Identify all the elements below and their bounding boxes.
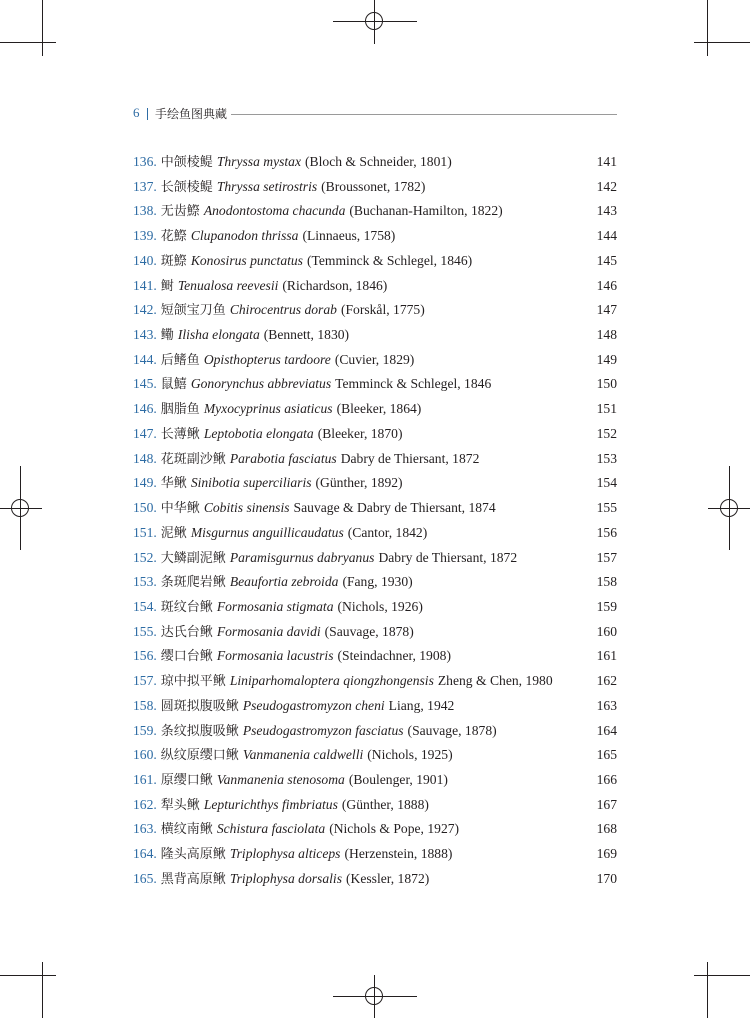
page-ref: 144	[596, 228, 617, 244]
authority: (Bleeker, 1864)	[336, 401, 422, 417]
entry-number: 146.	[133, 401, 157, 417]
toc-entry[interactable]	[133, 175, 617, 200]
chinese-name: 鼠鱚	[160, 377, 187, 393]
authority: (Günther, 1892)	[315, 475, 403, 491]
entry-number: 136.	[133, 154, 157, 169]
authority: (Temminck & Schlegel, 1846)	[306, 252, 473, 268]
chinese-name: 泥鳅	[160, 525, 187, 541]
crop-mark-line	[694, 975, 750, 976]
page-ref: 142	[596, 178, 617, 194]
crop-mark-line	[0, 975, 56, 976]
scientific-name: Triplophysa dorsalis	[229, 870, 342, 886]
chinese-name: 斑纹台鳅	[160, 599, 213, 615]
running-header	[133, 104, 617, 124]
page-ref: 168	[596, 821, 617, 837]
registration-circle	[365, 987, 383, 1005]
chinese-name: 花鰶	[160, 229, 187, 245]
authority: Temminck & Schlegel, 1846	[335, 376, 492, 392]
chinese-name: 中华鳅	[160, 501, 200, 517]
entry-number: 165.	[133, 870, 157, 886]
toc-entry[interactable]	[133, 397, 617, 422]
entry-number: 157.	[133, 673, 157, 689]
crop-mark-line	[707, 962, 708, 1018]
entry-number: 151.	[133, 524, 157, 540]
authority: (Bloch & Schneider, 1801)	[305, 154, 452, 169]
chinese-name: 纵纹原缨口鳅	[160, 748, 239, 764]
scientific-name: Thryssa setirostris	[216, 178, 318, 194]
chinese-name: 胭脂鱼	[160, 402, 200, 418]
page-ref: 147	[596, 302, 617, 318]
page-number: 6	[133, 105, 140, 120]
toc-entry[interactable]	[133, 471, 617, 496]
scientific-name: Parabotia fasciatus	[229, 450, 337, 466]
authority: (Bleeker, 1870)	[317, 425, 403, 441]
scientific-name: Lepturichthys fimbriatus	[203, 796, 338, 812]
toc-entry[interactable]	[133, 348, 617, 373]
authority: (Boulenger, 1901)	[348, 771, 448, 787]
authority: Zheng & Chen, 1980	[437, 673, 553, 689]
header-rule	[231, 114, 617, 115]
authority: Dabry de Thiersant, 1872	[340, 450, 480, 466]
authority: (Herzenstein, 1888)	[344, 846, 453, 862]
scientific-name: Leptobotia elongata	[203, 425, 314, 441]
crop-mark-line	[694, 42, 750, 43]
registration-circle	[365, 12, 383, 30]
crop-mark-line	[42, 0, 43, 56]
page-ref: 150	[596, 376, 617, 392]
page-ref: 152	[596, 425, 617, 441]
chinese-name: 无齿鰶	[160, 204, 200, 220]
toc-entry[interactable]	[133, 595, 617, 620]
authority: (Sauvage, 1878)	[324, 623, 414, 639]
entry-number: 138.	[133, 203, 157, 219]
entry-number: 140.	[133, 252, 157, 268]
authority: (Cantor, 1842)	[347, 524, 428, 540]
page-ref: 164	[596, 722, 617, 738]
chinese-name: 花斑副沙鳅	[160, 451, 226, 467]
entry-number: 148.	[133, 450, 157, 466]
toc-entry[interactable]	[133, 372, 617, 397]
page-ref: 145	[596, 252, 617, 268]
authority: (Sauvage, 1878)	[407, 722, 497, 738]
page-ref: 167	[596, 796, 617, 812]
scientific-name: Pseudogastromyzon fasciatus	[242, 722, 404, 738]
entry-number: 159.	[133, 722, 157, 738]
page-ref: 151	[596, 401, 617, 417]
toc-entry[interactable]	[133, 842, 617, 867]
entry-number: 163.	[133, 821, 157, 837]
scientific-name: Schistura fasciolata	[216, 821, 326, 837]
chinese-name: 中颌棱鳀	[160, 155, 213, 170]
scientific-name: Vanmanenia stenosoma	[216, 771, 345, 787]
authority: (Kessler, 1872)	[346, 870, 430, 886]
page-ref: 149	[596, 351, 617, 367]
page-ref: 143	[596, 203, 617, 219]
toc-entry[interactable]	[133, 447, 617, 472]
entry-number: 154.	[133, 598, 157, 614]
toc-entry[interactable]	[133, 817, 617, 842]
toc-entry[interactable]	[133, 768, 617, 793]
toc-entry[interactable]	[133, 224, 617, 249]
scientific-name: Chirocentrus dorab	[229, 302, 337, 318]
scientific-name: Ilisha elongata	[177, 327, 260, 343]
entry-number: 150.	[133, 500, 157, 516]
chinese-name: 黑背高原鳅	[160, 871, 226, 887]
page-ref: 155	[596, 500, 617, 516]
scientific-name: Paramisgurnus dabryanus	[229, 549, 375, 565]
toc-entry[interactable]	[133, 743, 617, 768]
toc-entry[interactable]	[133, 570, 617, 595]
page-ref: 154	[596, 475, 617, 491]
scientific-name: Myxocyprinus asiaticus	[203, 401, 333, 417]
toc-entry[interactable]	[133, 199, 617, 224]
page-ref: 141	[596, 154, 617, 169]
page-ref: 161	[596, 648, 617, 664]
authority: (Linnaeus, 1758)	[302, 228, 396, 244]
toc-entry[interactable]	[133, 694, 617, 719]
chinese-name: 长颌棱鳀	[160, 179, 213, 195]
chinese-name: 大鳞副泥鳅	[160, 550, 226, 566]
entry-number: 137.	[133, 178, 157, 194]
entry-number: 162.	[133, 796, 157, 812]
scientific-name: Anodontostoma chacunda	[203, 203, 346, 219]
page-ref: 165	[596, 747, 617, 763]
entry-number: 144.	[133, 351, 157, 367]
chinese-name: 鲥	[160, 278, 174, 294]
page-ref: 169	[596, 846, 617, 862]
chinese-name: 斑鰶	[160, 253, 187, 269]
chinese-name: 长薄鳅	[160, 426, 200, 442]
entry-number: 156.	[133, 648, 157, 664]
chinese-name: 短颌宝刀鱼	[160, 303, 226, 319]
page-ref: 166	[596, 771, 617, 787]
chinese-name: 圆斑拟腹吸鳅	[160, 698, 239, 714]
scientific-name: Tenualosa reevesii	[177, 277, 279, 293]
chinese-name: 条斑爬岩鳅	[160, 575, 226, 591]
toc-entry[interactable]	[133, 719, 617, 744]
page-ref: 159	[596, 598, 617, 614]
chinese-name: 缨口台鳅	[160, 649, 213, 665]
entry-number: 145.	[133, 376, 157, 392]
entry-number: 142.	[133, 302, 157, 318]
authority: (Cuvier, 1829)	[334, 351, 415, 367]
chinese-name: 华鳅	[160, 476, 187, 492]
entry-number: 139.	[133, 228, 157, 244]
page-ref: 160	[596, 623, 617, 639]
authority: (Fang, 1930)	[342, 574, 413, 590]
page-ref: 153	[596, 450, 617, 466]
page-ref: 148	[596, 327, 617, 343]
page-ref: 170	[596, 870, 617, 886]
registration-circle	[720, 499, 738, 517]
crop-mark-line	[0, 42, 56, 43]
page-ref: 158	[596, 574, 617, 590]
entry-number: 149.	[133, 475, 157, 491]
page-ref: 162	[596, 673, 617, 689]
toc-entry[interactable]	[133, 249, 617, 274]
toc-entry[interactable]	[133, 521, 617, 546]
toc-entry[interactable]	[133, 422, 617, 447]
page-ref: 146	[596, 277, 617, 293]
toc-entry[interactable]	[133, 867, 617, 892]
scientific-name: Opisthopterus tardoore	[203, 351, 331, 367]
entry-number: 143.	[133, 327, 157, 343]
authority: (Buchanan-Hamilton, 1822)	[349, 203, 503, 219]
authority: (Nichols, 1926)	[337, 598, 423, 614]
scientific-name: Cobitis sinensis	[203, 500, 290, 516]
chinese-name: 琼中拟平鳅	[160, 674, 226, 690]
toc-entry[interactable]	[133, 274, 617, 299]
scientific-name: Vanmanenia caldwelli	[242, 747, 364, 763]
entry-number: 160.	[133, 747, 157, 763]
toc-entry[interactable]	[133, 298, 617, 323]
contents-list	[133, 150, 617, 892]
chinese-name: 横纹南鳅	[160, 822, 213, 838]
authority: Dabry de Thiersant, 1872	[378, 549, 518, 565]
book-title: 手绘鱼图典藏	[155, 107, 228, 121]
authority: Sauvage & Dabry de Thiersant, 1874	[293, 500, 496, 516]
authority: (Broussonet, 1782)	[321, 178, 426, 194]
scientific-name: Liniparhomaloptera qiongzhongensis	[229, 673, 434, 689]
page-ref: 163	[596, 697, 617, 713]
entry-number: 158.	[133, 697, 157, 713]
scientific-name: Sinibotia superciliaris	[190, 475, 312, 491]
entry-number: 161.	[133, 771, 157, 787]
page-ref: 156	[596, 524, 617, 540]
scientific-name: Clupanodon thrissa	[190, 228, 299, 244]
authority: (Richardson, 1846)	[282, 277, 388, 293]
scientific-name: Formosania lacustris	[216, 648, 334, 664]
toc-entry[interactable]	[133, 669, 617, 694]
scientific-name: Formosania davidi	[216, 623, 321, 639]
chinese-name: 隆头高原鳅	[160, 847, 226, 863]
chinese-name: 原缨口鳅	[160, 772, 213, 788]
toc-entry[interactable]	[133, 546, 617, 571]
toc-entry[interactable]	[133, 644, 617, 669]
crop-mark-line	[707, 0, 708, 56]
authority: (Forskål, 1775)	[340, 302, 425, 318]
scientific-name: Pseudogastromyzon cheni	[242, 697, 385, 713]
chinese-name: 条纹拟腹吸鳅	[160, 723, 239, 739]
scientific-name: Konosirus punctatus	[190, 252, 303, 268]
crop-mark-line	[42, 962, 43, 1018]
entry-number: 153.	[133, 574, 157, 590]
authority: (Nichols, 1925)	[367, 747, 453, 763]
toc-entry[interactable]	[133, 620, 617, 645]
entry-number: 147.	[133, 425, 157, 441]
scientific-name: Misgurnus anguillicaudatus	[190, 524, 344, 540]
registration-circle	[11, 499, 29, 517]
chinese-name: 鳓	[160, 328, 174, 344]
chinese-name: 达氏台鳅	[160, 624, 213, 640]
entry-number: 141.	[133, 277, 157, 293]
authority: (Nichols & Pope, 1927)	[329, 821, 460, 837]
scientific-name: Formosania stigmata	[216, 598, 334, 614]
authority: (Günther, 1888)	[341, 796, 429, 812]
scientific-name: Triplophysa alticeps	[229, 846, 341, 862]
toc-entry[interactable]	[133, 496, 617, 521]
toc-entry[interactable]	[133, 150, 617, 175]
toc-entry[interactable]	[133, 793, 617, 818]
entry-number: 164.	[133, 846, 157, 862]
chinese-name: 犁头鳅	[160, 797, 200, 813]
authority: (Bennett, 1830)	[263, 327, 350, 343]
authority: (Steindachner, 1908)	[337, 648, 451, 664]
toc-entry[interactable]	[133, 323, 617, 348]
chinese-name: 后鳍鱼	[160, 352, 200, 368]
scientific-name: Thryssa mystax	[216, 154, 302, 169]
scientific-name: Beaufortia zebroida	[229, 574, 339, 590]
authority: Liang, 1942	[388, 697, 455, 713]
entry-number: 152.	[133, 549, 157, 565]
entry-number: 155.	[133, 623, 157, 639]
scientific-name: Gonorynchus abbreviatus	[190, 376, 332, 392]
header-separator	[147, 108, 148, 120]
page-ref: 157	[596, 549, 617, 565]
